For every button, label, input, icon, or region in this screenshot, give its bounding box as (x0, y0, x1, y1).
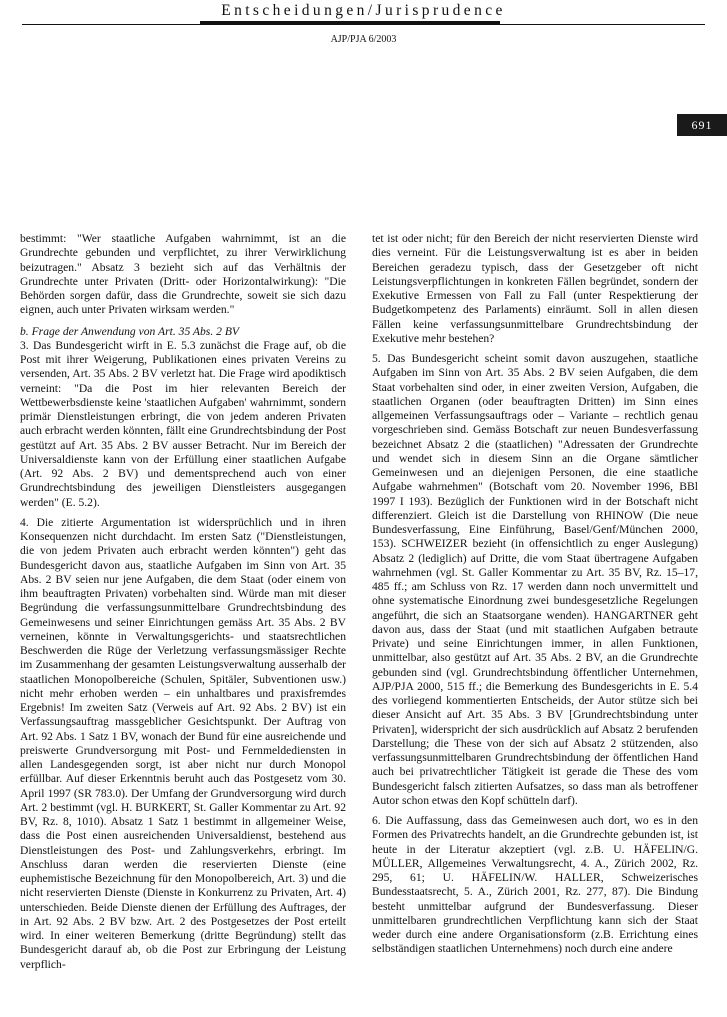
paragraph-6: 6. Die Auffassung, dass das Gemeinwesen auch dort, wo es in den Formen des Privatrechts handelt, an die Grundrechte gebunden ist, ist heute in der Literatur akzeptiert (vgl. z.B. U. HÄFELIN/G. MÜLLER, Allgemeines Verwaltungsrecht, 4. A., Zürich 2002, Rz. 295, 61; U. HÄFELIN/W. HALLER, Schweizerisches Bundesstaatsrecht, 5. A., Zürich 2001, Rz. 277, 87). Die Bindung besteht unmittelbar aufgrund der Bundesverfassung. Dieser unmittelbaren grundrechtlichen Verpflichtung kann sich der Staat weder durch eine andere Organisationsform (z.B. Errichtung eines selbständigen staatlichen Unternehmens) noch durch eine andere (372, 814, 698, 956)
running-header-title: Entscheidungen/Jurisprudence (221, 2, 506, 19)
right-text-column (372, 232, 698, 1012)
journal-reference: AJP/PJA 6/2003 (330, 34, 397, 45)
paragraph-continued: tet ist oder nicht; für den Bereich der nicht reservierten Dienste wird dies verneint. Für die Leistungsverwaltung ist es aber in beiden Bereichen geradezu typisch, dass der Gesetzgeber oft nicht Leistungsverpflichtungen in konkreten Fällen begründet, sondern der Exekutive Ermessen von Fall zu Fall (unter Respektierung der Budgetkompetenz des Parlaments) einräumt. Soll in allen diesen Fällen keine verfassungsunmittelbare Grundrechtsbindung der Exekutive mehr bestehen? (372, 232, 698, 345)
paragraph-3: 3. Das Bundesgericht wirft in E. 5.3 zunächst die Frage auf, ob die Post mit ihrer Weigerung, Publikationen eines privaten Vereins zu versenden, Art. 35 Abs. 2 BV verletzt hat. Die Frage wird apodiktisch verneint: "Da die Post im hier relevanten Bereich der Wettbewerbsdienste keine 'staatlichen Aufgaben' wahrnimmt, sondern primär Dienstleistungen erbringt, die von jedem anderen Privaten auch erbracht werden könnten, fällt eine Grundrechtsbindung der Post gestützt auf Art. 35 Abs. 2 BV ausser Betracht. Nur im Bereich der Universaldienste kann von der Erfüllung einer staatlichen Aufgabe (Art. 92 Abs. 2 BV) und dementsprechend auch von einer Grundrechtsbindung des jeweiligen Dienstleisters ausgegangen werden" (E. 5.2). (20, 338, 346, 509)
paragraph-intro: bestimmt: "Wer staatliche Aufgaben wahrnimmt, ist an die Grundrechte gebunden und verpflichtet, zu ihrer Verwirklichung beizutragen." Absatz 3 bezieht sich auf das Verhältnis der Grundrechte unter Privaten (Dritt- oder Horizontalwirkung): "Die Behörden sorgen dafür, dass die Grundrechte, soweit sie sich dazu eignen, auch unter Privaten wirksam werden." (20, 232, 346, 317)
page-number-tab: 691 (677, 114, 727, 136)
left-text-column (20, 232, 346, 1012)
section-subheading: b. Frage der Anwendung von Art. 35 Abs. 2 BV (20, 324, 239, 338)
paragraph-4: 4. Die zitierte Argumentation ist widersprüchlich und in ihren Konsequenzen nicht durchdacht. Im ersten Satz ("Dienstleistungen, die von jedem Privaten auch erbracht werden könnten") geht das Bundesgericht davon aus, staatliche Aufgaben im Sinn von Art. 35 Abs. 2 BV seien nur jene Aufgaben, die dem Staat (oder einem von ihm beauftragten Privaten) vorbehalten sind. Würde man mit dieser Begründung die verfassungsunmittelbare Grundrechtsbindung des Gemeinwesens und seiner Einrichtungen gemäss Art. 35 Abs. 2 BV verneinen, könnte in Verwaltungsgerichts- und staatsrechtlichen Beschwerden die Rüge der Verletzung verfassungsmässiger Rechte im Zusammenhang der gesamten Leistungsverwaltung ausserhalb der staatlichen Monopolbereiche (Schulen, Spitäler, Subventionen usw.) nicht mehr erhoben werden – ein unhaltbares und praxisfremdes Ergebnis! Im zweiten Satz (Verweis auf Art. 92 Abs. 2 BV) ist ein Verfassungsauftrag massgeblicher Gesichtspunkt. Der Auftrag von Art. 92 Abs. 1 Satz 1 BV, wonach der Bund für eine ausreichende und preiswerte Grundversorgung mit Post- und Fernmeldediensten in allen Landesgegenden sorgt, ist aber nicht nur durch Monopol erfüllbar. Auf dieser Erkenntnis beruht auch das Postgesetz vom 30. April 1997 (SR 783.0). Der Umfang der Grundversorgung wird durch Art. 2 bestimmt (vgl. H. BURKERT, St. Galler Kommentar zu Art. 92 BV, Rz. 8, 1010). Absatz 1 Satz 1 bestimmt in allgemeiner Weise, dass die Post einen ausreichenden Universaldienst, bestehend aus Dienstleistungen des Post- und Zahlungsverkehrs, erbringt. Im Anschluss daran werden die reservierten Dienste (eine euphemistische Bezeichnung für den Monopolbereich, Art. 3) und die nicht reservierten Dienste (Dienste in Konkurrenz zu Privaten, Art. 4) unterschieden. Beide Dienste dienen der Erfüllung des Auftrages, der in Art. 92 Abs. 2 BV bzw. Art. 2 des Postgesetzes der Post erteilt wird. In einer weiteren Bemerkung (dritte Begründung) stellt das Bundesgericht darauf ab, ob die Post zur Erbringung der Leistung verpflich- (20, 515, 346, 971)
paragraph-5: 5. Das Bundesgericht scheint somit davon auszugehen, staatliche Aufgaben im Sinn von Art. 35 Abs. 2 BV seien Aufgaben, die dem Staat vorbehalten sind oder, in einer zweiten Version, Aufgaben, die staatlichen Organen (oder beauftragten Dritten) im Sinn eines allgemeinen Verfassungsauftrags oder – Variante – rechtlich genau vorgeschrieben sind. Gemäss Botschaft zur neuen Bundesverfassung bezeichnet Absatz 2 die (staatlichen) "Adressaten der Grundrechte und wendet sich in diesem Sinn an die Organe sämtlicher Gemeinwesen und an diejenigen Personen, die eine staatliche Aufgabe wahrnehmen" (Botschaft vom 20. November 1996, BBl 1997 I 193). Bezüglich der Funktionen wird in der Botschaft nicht differenziert. Gleich ist die Darstellung von RHINOW (Die neue Bundesverfassung, Eine Einführung, Basel/Genf/München 2000, 153). SCHWEIZER bezieht (in offensichtlich zu enger Auslegung) Absatz 2 (lediglich) auf Dritte, die vom Staat übertragene Aufgaben wahrnehmen (vgl. St. Galler Kommentar zu Art. 35 BV, Rz. 15–17, 485 ff.; am Schluss von Rz. 17 werden dann noch unvermittelt und ohne systematische Einordnung zwei bundesgesetzliche Regelungen angeführt, die sich an Staatsorgane wenden). HANGARTNER geht davon aus, dass der Staat (und mit staatlichen Aufgaben betraute Private) und seine Einrichtungen immer, in allen Funktionen, unmittelbar, also gestützt auf Art. 35 Abs. 2 BV, an die Grundrechte gebunden sind (vgl. Grundrechtsbindung öffentlicher Unternehmen, AJP/PJA 2000, 515 ff.; die Bemerkung des Bundesgerichts in E. 5.4 des vorliegend kommentierten Entscheids, der Autor stütze sich bei dieser Ansicht auf Art. 35 Abs. 3 BV [Grundrechtsbindung unter Privaten], widerspricht der sich ausdrücklich auf Absatz 2 berufenden Darstellung; die These von der sich auf Absatz 2 stützenden, also verfassungsunmittelbaren Grundrechtsbindung der öffentlichen Hand auch bei privatrechtlicher Tätigkeit ist gerade die These des vom Bundesgericht falsch zitierten Aufsatzes, so dass man als betroffener Autor schon etwas den Kopf schütteln darf). (372, 352, 698, 807)
header-rule (22, 24, 705, 25)
